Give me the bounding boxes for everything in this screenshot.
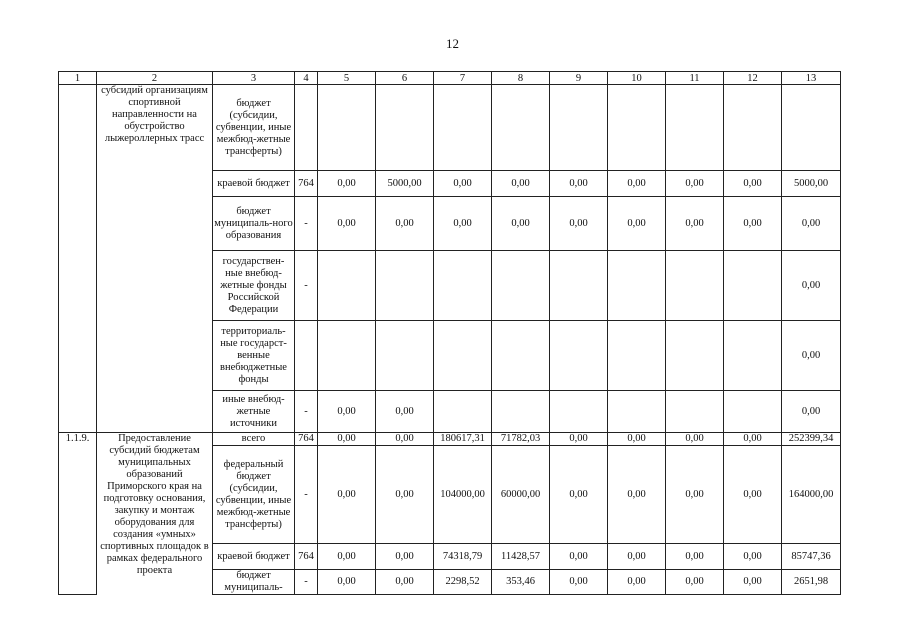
amount-cell: 252399,34 <box>782 433 841 446</box>
header-cell: 13 <box>782 72 841 85</box>
amount-cell <box>666 321 724 391</box>
header-cell: 12 <box>724 72 782 85</box>
amount-cell <box>376 85 434 171</box>
amount-cell: 0,00 <box>318 570 376 595</box>
amount-cell <box>666 391 724 433</box>
amount-cell: 0,00 <box>608 197 666 251</box>
budget-code: - <box>295 391 318 433</box>
amount-cell <box>608 391 666 433</box>
header-row <box>59 72 841 85</box>
row-number-cell <box>59 85 97 433</box>
table-row <box>59 85 841 171</box>
budget-code: - <box>295 446 318 544</box>
amount-cell: 0,00 <box>782 251 841 321</box>
amount-cell <box>492 391 550 433</box>
amount-cell <box>318 251 376 321</box>
amount-cell: 0,00 <box>376 544 434 570</box>
amount-cell <box>608 85 666 171</box>
amount-cell: 0,00 <box>724 544 782 570</box>
amount-cell <box>318 85 376 171</box>
amount-cell: 0,00 <box>434 197 492 251</box>
amount-cell: 0,00 <box>666 544 724 570</box>
amount-cell: 104000,00 <box>434 446 492 544</box>
amount-cell: 0,00 <box>666 446 724 544</box>
amount-cell: 5000,00 <box>376 171 434 197</box>
amount-cell: 0,00 <box>492 171 550 197</box>
amount-cell: 0,00 <box>782 391 841 433</box>
amount-cell: 0,00 <box>782 197 841 251</box>
amount-cell: 0,00 <box>550 570 608 595</box>
amount-cell <box>434 321 492 391</box>
amount-cell: 0,00 <box>550 433 608 446</box>
amount-cell: 85747,36 <box>782 544 841 570</box>
amount-cell <box>434 391 492 433</box>
header-cell: 5 <box>318 72 376 85</box>
funding-source: иные внебюд-жетные источники <box>213 391 295 433</box>
amount-cell: 0,00 <box>724 570 782 595</box>
amount-cell <box>376 321 434 391</box>
amount-cell <box>666 85 724 171</box>
amount-cell: 71782,03 <box>492 433 550 446</box>
funding-source: государствен-ные внебюд-жетные фонды Российской Федерации <box>213 251 295 321</box>
funding-source: краевой бюджет <box>213 544 295 570</box>
budget-code: 764 <box>295 544 318 570</box>
funding-source: всего <box>213 433 295 446</box>
amount-cell: 0,00 <box>318 171 376 197</box>
amount-cell: 164000,00 <box>782 446 841 544</box>
amount-cell <box>434 85 492 171</box>
amount-cell: 0,00 <box>608 433 666 446</box>
amount-cell: 0,00 <box>724 171 782 197</box>
amount-cell: 0,00 <box>550 446 608 544</box>
amount-cell: 0,00 <box>608 544 666 570</box>
header-cell: 10 <box>608 72 666 85</box>
amount-cell: 0,00 <box>318 433 376 446</box>
amount-cell: 0,00 <box>782 321 841 391</box>
page-number: 12 <box>446 36 459 51</box>
amount-cell: 0,00 <box>550 544 608 570</box>
amount-cell: 353,46 <box>492 570 550 595</box>
amount-cell <box>318 321 376 391</box>
header-cell: 4 <box>295 72 318 85</box>
amount-cell <box>550 251 608 321</box>
amount-cell <box>724 251 782 321</box>
amount-cell <box>492 251 550 321</box>
amount-cell <box>724 391 782 433</box>
amount-cell: 11428,57 <box>492 544 550 570</box>
header-cell: 9 <box>550 72 608 85</box>
table-row <box>59 433 841 446</box>
budget-code: - <box>295 251 318 321</box>
amount-cell: 0,00 <box>318 197 376 251</box>
amount-cell: 0,00 <box>666 197 724 251</box>
amount-cell <box>666 251 724 321</box>
header-cell: 6 <box>376 72 434 85</box>
amount-cell: 0,00 <box>434 171 492 197</box>
amount-cell: 0,00 <box>666 570 724 595</box>
budget-code: 764 <box>295 171 318 197</box>
amount-cell: 0,00 <box>318 446 376 544</box>
budget-code <box>295 321 318 391</box>
amount-cell: 180617,31 <box>434 433 492 446</box>
amount-cell: 0,00 <box>608 446 666 544</box>
funding-source: территориаль-ные государст-венные внебюджетные фонды <box>213 321 295 391</box>
amount-cell: 0,00 <box>550 171 608 197</box>
header-cell: 3 <box>213 72 295 85</box>
amount-cell: 60000,00 <box>492 446 550 544</box>
header-cell: 2 <box>97 72 213 85</box>
amount-cell <box>550 391 608 433</box>
budget-code: - <box>295 570 318 595</box>
budget-table <box>58 71 841 595</box>
amount-cell: 0,00 <box>550 197 608 251</box>
amount-cell: 0,00 <box>492 197 550 251</box>
amount-cell: 0,00 <box>724 446 782 544</box>
header-cell: 8 <box>492 72 550 85</box>
row-number-cell: 1.1.9. <box>59 433 97 595</box>
amount-cell: 74318,79 <box>434 544 492 570</box>
amount-cell: 0,00 <box>376 570 434 595</box>
amount-cell <box>608 251 666 321</box>
amount-cell: 0,00 <box>724 433 782 446</box>
amount-cell <box>724 85 782 171</box>
amount-cell <box>550 85 608 171</box>
header-cell: 1 <box>59 72 97 85</box>
amount-cell <box>434 251 492 321</box>
funding-source: бюджет (субсидии, субвенции, иные межбюд-жетные трансферты) <box>213 85 295 171</box>
amount-cell: 0,00 <box>376 391 434 433</box>
amount-cell: 0,00 <box>724 197 782 251</box>
amount-cell: 0,00 <box>608 171 666 197</box>
amount-cell: 0,00 <box>666 433 724 446</box>
row-description: субсидий организациям спортивной направленности на обустройство лыжероллерных трасс <box>97 85 213 433</box>
budget-code: - <box>295 197 318 251</box>
amount-cell: 0,00 <box>376 433 434 446</box>
budget-code <box>295 85 318 171</box>
amount-cell: 0,00 <box>608 570 666 595</box>
funding-source: краевой бюджет <box>213 171 295 197</box>
funding-source: федеральный бюджет (субсидии, субвенции, иные межбюд-жетные трансферты) <box>213 446 295 544</box>
amount-cell <box>492 85 550 171</box>
amount-cell: 5000,00 <box>782 171 841 197</box>
amount-cell: 0,00 <box>318 544 376 570</box>
amount-cell <box>608 321 666 391</box>
funding-source: бюджет муниципаль-ного образования <box>213 197 295 251</box>
amount-cell <box>724 321 782 391</box>
amount-cell: 2651,98 <box>782 570 841 595</box>
row-description: Предоставление субсидий бюджетам муниципальных образований Приморского края на подготовку основания, закупку и монтаж оборудования для создания «умных» спортивных площадок в рамках федерального проекта <box>97 433 213 595</box>
amount-cell: 0,00 <box>318 391 376 433</box>
amount-cell <box>550 321 608 391</box>
amount-cell <box>492 321 550 391</box>
amount-cell <box>782 85 841 171</box>
budget-code: 764 <box>295 433 318 446</box>
amount-cell: 2298,52 <box>434 570 492 595</box>
funding-source: бюджет муниципаль- <box>213 570 295 595</box>
header-cell: 7 <box>434 72 492 85</box>
amount-cell: 0,00 <box>666 171 724 197</box>
amount-cell: 0,00 <box>376 197 434 251</box>
amount-cell <box>376 251 434 321</box>
amount-cell: 0,00 <box>376 446 434 544</box>
header-cell: 11 <box>666 72 724 85</box>
